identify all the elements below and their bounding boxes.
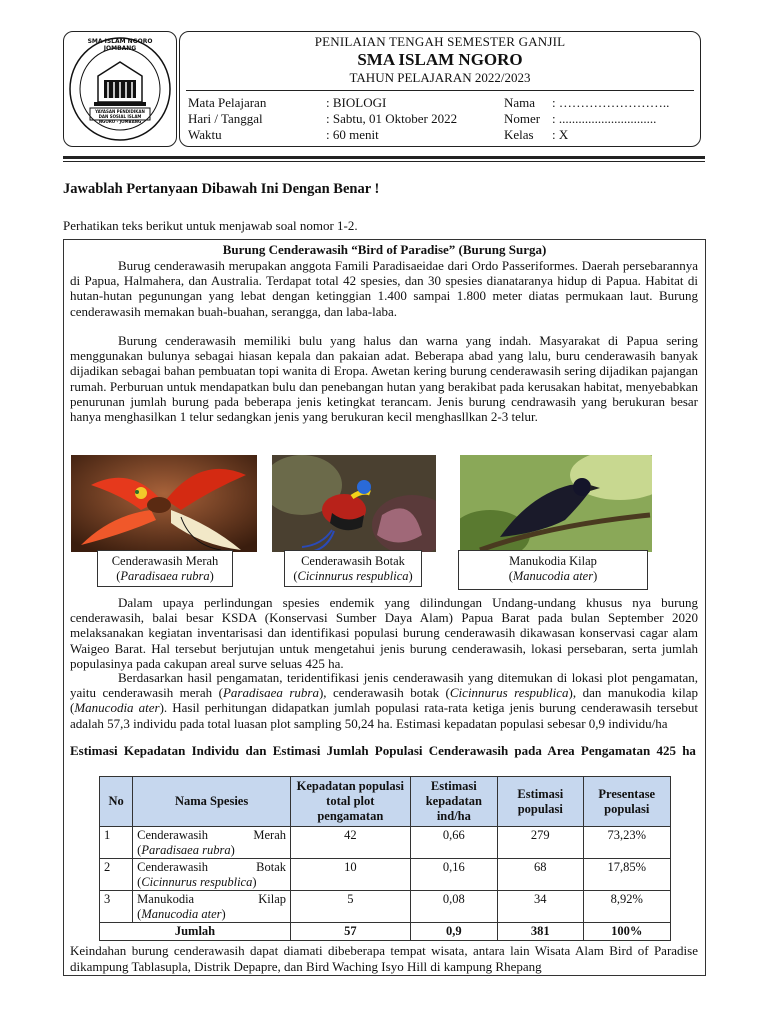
article-title: Burung Cenderawasih “Bird of Paradise” (Burung Surga): [222, 242, 547, 257]
bird-1-latin-wrap: (Paradisaea rubra): [116, 569, 214, 583]
academic-year: TAHUN PELAJARAN 2022/2023: [349, 70, 531, 85]
table-row: [100, 891, 671, 923]
species-latin: Cicinnurus respublica: [141, 874, 253, 889]
bird-3-latin-wrap: (Manucodia ater): [508, 569, 598, 583]
total-density-ha: 0,9: [410, 923, 497, 941]
exam-name: PENILAIAN TENGAH SEMESTER GANJIL: [314, 34, 566, 49]
th-density-total: Kepadatan populasi total plot pengamatan: [291, 777, 411, 827]
exam-info: [186, 90, 694, 147]
population-table: [99, 776, 671, 941]
name-field[interactable]: : ……………………..: [552, 95, 670, 110]
logo-arc-text: SMA ISLAM NGORO JOMBANG: [87, 38, 153, 52]
paragraph-2: Burung cenderawasih memiliki bulu yang halus dan warna yang indah. Masyarakat di Papua sering menggunakan bulunya sebagai hiasan kepala dan pakaian adat. Beberapa abad yang lalu, buru cenderawasih banyak dijadikan sebagai bahan pembuatan topi wanita di Eropa. Awetan kering burung cenderawasih sering dijadikan pajangan rumah. Perburuan untuk mendapatkan bulu dan penebangan hutan yang berakibat pada kerusakan habitat, menyebabkan penurunan jumlah burung pada beberapa jenis ketingkat terancam. Jenis burung cendrawasih yang berukuran besar hanya menghasilkan 1 telur sedangkan jenis yang berukuran kecil menghasllkan 2-3 telur.: [70, 333, 698, 425]
day-label: Hari / Tanggal: [188, 111, 263, 126]
photo-cenderawasih-merah: [71, 455, 257, 552]
th-no: No: [100, 777, 133, 827]
total-percent: 100%: [583, 923, 670, 941]
th-percent: Presentase populasi: [583, 777, 670, 827]
reading-note: Perhatikan teks berikut untuk menjawab soal nomor 1-2.: [63, 218, 358, 233]
row-no: 1: [100, 827, 133, 859]
p4-part-c: ), cenderawasih botak (: [318, 685, 450, 701]
row-no: 3: [100, 891, 133, 923]
row-species: Cenderawasih Botak (Cicinnurus respublica): [133, 859, 291, 891]
name-label: Nama: [504, 95, 536, 110]
number-field[interactable]: : ..............................: [552, 111, 657, 126]
bird-1-name: Cenderawasih Merah: [111, 554, 219, 568]
time-value: : 60 menit: [326, 127, 379, 142]
row-population: 279: [498, 827, 583, 859]
class-value: : X: [552, 127, 569, 142]
day-value: : Sabtu, 01 Oktober 2022: [326, 111, 458, 126]
exam-header: [179, 31, 701, 147]
bird-2-latin: Cicinnurus respublica: [297, 569, 409, 583]
row-no: 2: [100, 859, 133, 891]
row-population: 68: [498, 859, 583, 891]
row-density-ha: 0,16: [410, 859, 497, 891]
row-species: Manukodia Kilap (Manucodia ater): [133, 891, 291, 923]
school-name: SMA ISLAM NGORO: [357, 50, 523, 69]
bird-2-latin-wrap: (Cicinnurus respublica): [293, 569, 413, 583]
species-name-a: Manukodia: [137, 892, 195, 906]
p4-part-e: ), dan manukodia kilap (: [70, 685, 699, 716]
closing-paragraph: Keindahan burung cenderawasih dapat diamati dibeberapa tempat wisata, antara lain Wisata Alam Bird of Paradise dikampung Tablasupla, Distrik Depapre, dan Bird Waching Isyo Hill di kampung Rhepang: [70, 943, 698, 974]
school-logo-frame: [63, 31, 177, 147]
species-name-a: Cenderawasih: [137, 860, 208, 874]
p4-latin-3: Manucodia ater: [74, 700, 160, 716]
table-title: Estimasi Kepadatan Individu dan Estimasi Jumlah Populasi Cenderawasih pada Area Pengamatan 425 ha: [70, 743, 696, 758]
table-total-row: [100, 923, 671, 941]
p4-latin-1: Paradisaea rubra: [222, 685, 319, 701]
species-name-b: Kilap: [258, 892, 286, 906]
reading-passage: [63, 239, 706, 976]
row-percent: 8,92%: [583, 891, 670, 923]
species-name-a: Cenderawasih: [137, 828, 208, 842]
row-density-ha: 0,08: [410, 891, 497, 923]
photo-cenderawasih-botak: [272, 455, 436, 552]
row-species: Cenderawasih Merah (Paradisaea rubra): [133, 827, 291, 859]
th-population: Estimasi populasi: [498, 777, 583, 827]
paragraph-1: Burug cenderawasih merupakan anggota Famili Paradisaeidae dari Ordo Passeriformes. Daerah persebarannya di Papua, Halmahera, dan Australia. Terdapat total 42 spesies, dan 30 spesies dianataranya hidup di Papua. Habitat di hutan-hutan pegunungan yang lebat dengan ketinggian 1.400 sampai 1.800 meter diatas permukaan laut. Burung cenderawasih memakan buah-buahan, serangga, dan laba-laba.: [70, 258, 698, 319]
logo-bottom-text: YAYASAN PENDIDIKAN DAN SOSIAL ISLAM NGORO - JOMBANG: [95, 109, 145, 124]
species-latin: Manucodia ater: [141, 906, 222, 921]
bird-1-latin: Paradisaea rubra: [120, 569, 210, 583]
paragraph-3: Dalam upaya perlindungan spesies endemik yang dilindungan Undang-undang khusus nya burung cenderawasih, balai besar KSDA (Konservasi Sumber Daya Alam) Papua Barat pada bulan September 2020 melaksanakan kegiatan inventarisasi dan identifikasi populasi burung cenderawasih dikawasan konservasi cagar alam Waigeo Barat. Hal tersebut berjutujan untuk mengetahui jenis burung cenderawasih, lokasi persebaran, serta jumlah populasinya pada cakupan areal surve seluas 425 ha.: [70, 595, 698, 671]
species-name-b: Merah: [253, 828, 286, 842]
species-name-b: Botak: [256, 860, 286, 874]
row-density-total: 5: [291, 891, 411, 923]
total-density-total: 57: [291, 923, 411, 941]
total-population: 381: [498, 923, 583, 941]
th-species: Nama Spesies: [133, 777, 291, 827]
table-header-row: [100, 777, 671, 827]
p4-part-g: ). Hasil perhitungan didapatkan jumlah populasi rata-rata ketiga jenis burung cenderawasih tersebut adalah 57,3 individu pada total luasan plot sampling 50,24 ha. Estimasi kepadatan populasi sebesar 0,9 individu/ha: [70, 700, 698, 731]
row-density-ha: 0,66: [410, 827, 497, 859]
table-row: [100, 827, 671, 859]
row-density-total: 42: [291, 827, 411, 859]
row-percent: 73,23%: [583, 827, 670, 859]
subject-label: Mata Pelajaran: [188, 95, 267, 110]
header-divider-thick: [63, 156, 705, 159]
row-population: 34: [498, 891, 583, 923]
subject-value: : BIOLOGI: [326, 95, 387, 110]
number-label: Nomer: [504, 111, 541, 126]
class-label: Kelas: [504, 127, 534, 142]
paragraph-4: [70, 670, 698, 731]
table-row: [100, 859, 671, 891]
photo-manukodia-kilap: [460, 455, 652, 552]
instruction: Jawablah Pertanyaan Dibawah Ini Dengan Benar !: [63, 181, 380, 197]
p4-part-a: Berdasarkan hasil pengamatan, teridentifikasi jenis cenderawasih yang ditemukan di lokasi plot pengamatan, yaitu cenderawasih merah (: [70, 670, 698, 701]
p4-latin-2: Cicinnurus respublica: [449, 685, 569, 701]
time-label: Waktu: [188, 127, 222, 142]
caption-bird-2: [284, 550, 422, 587]
bird-2-name: Cenderawasih Botak: [301, 554, 405, 568]
bird-3-name: Manukodia Kilap: [509, 554, 597, 568]
row-density-total: 10: [291, 859, 411, 891]
bird-3-latin: Manucodia ater: [512, 569, 594, 583]
caption-bird-3: [458, 550, 648, 590]
caption-bird-1: [97, 550, 233, 587]
total-label: Jumlah: [100, 923, 291, 941]
header-divider-thin: [63, 161, 705, 162]
th-density-ha: Estimasi kepadatan ind/ha: [410, 777, 497, 827]
row-percent: 17,85%: [583, 859, 670, 891]
species-latin: Paradisaea rubra: [141, 842, 231, 857]
